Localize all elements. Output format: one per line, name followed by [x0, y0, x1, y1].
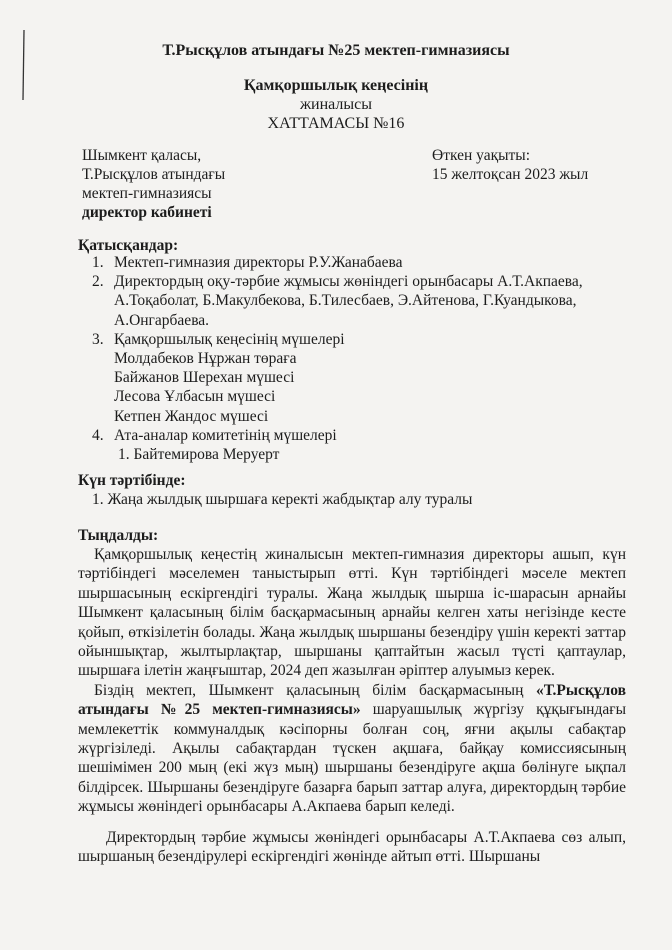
council-member: Молдабеков Нұржан төраға: [114, 350, 297, 368]
held-label: Өткен уақыты:: [432, 147, 531, 164]
item-text: Директордың оқу-тәрбие жұмысы жөніндегі орынбасары А.Т.Акпаева, А.Тоқаболат, Б.Макулбекова, Б.Тилесбаев, Э.Айтенова, Г.Куандыкова, А.Онгарбаева.: [114, 273, 583, 329]
heard-body: [78, 545, 626, 817]
paragraph-text: Біздің мектеп, Шымкент қаласының білім басқармасының: [94, 681, 537, 699]
item-number: 4.: [92, 426, 104, 444]
item-text: Мектеп-гимназия директоры Р.У.Жанабаева: [114, 254, 403, 271]
agenda-item: 1. Жаңа жылдық шыршаға керекті жабдықтар алу туралы: [92, 491, 473, 508]
heard-body-continued: [78, 828, 626, 867]
meeting-label: жиналысы: [299, 96, 372, 113]
item-text: Ата-аналар комитетінің мүшелері: [114, 426, 337, 444]
school-title: Т.Рысқұлов атындағы №25 мектеп-гимназиясы: [162, 42, 510, 59]
heard-heading: Тыңдалды:: [78, 527, 159, 544]
paragraph: [78, 681, 626, 817]
protocol-number: ХАТТАМАСЫ №16: [267, 115, 405, 132]
held-block: [432, 146, 588, 184]
item-number: 3.: [92, 330, 104, 348]
paragraph: Директордың тәрбие жұмысы жөніндегі орынбасары А.Т.Акпаева сөз алып, шыршаның безендірулері ескіргендігі жөнінде айтып өтті. Шыршаны: [78, 829, 626, 866]
council-member: Лесова Ұлбасын мүшесі: [114, 388, 276, 406]
council-title: Қамқоршылық кеңесінің: [243, 77, 429, 94]
location-line: Т.Рысқұлов атындағы: [82, 166, 226, 183]
location-room: директор кабинеті: [82, 204, 212, 221]
item-text: Қамқоршылық кеңесінің мүшелері: [114, 330, 345, 348]
item-number: 2.: [92, 273, 104, 291]
protocol-heading: [0, 76, 672, 133]
agenda-heading: Күн тәртібінде:: [78, 472, 186, 489]
paragraph: Қамқоршылық кеңестің жиналысын мектеп-гимназия директоры ашып, күн тәртібіндегі мәселемен таныстырып өтті. Күн тәртібіндегі мәселе мектеп шыршасының ескіргендігі туралы. Жаңа жылдық шырша іс-шарасын арнайы Шымкент қаласының білім басқармасының арнайы келген хаты негізінде кесте қойып, өткізілетін болады. Жаңа жылдық шыршаны безендіру үшін керекті заттар ойыншықтар, жылтырлақтар, шыршаны қаптайтын жасыл түсті қаптаулар, шыршаға ілетін жаңғыштар, 2024 деп жазылған әріптер алуымыз керек.: [78, 546, 626, 680]
list-item: [92, 426, 612, 464]
location-line: Шымкент қаласы,: [82, 147, 202, 164]
participants-list: [92, 253, 612, 464]
list-item: [92, 272, 612, 330]
list-item: [92, 253, 612, 272]
held-date: 15 желтоқсан 2023 жыл: [432, 166, 589, 183]
parent-member: 1. Байтемирова Меруерт: [118, 446, 280, 464]
council-member: Кетпен Жандос мүшесі: [114, 407, 269, 425]
item-number: 1.: [92, 254, 104, 271]
list-item: [92, 330, 612, 426]
paragraph-text: шаруашылық жүргізу құқығындағы мемлекеттік коммуналдық кәсіпорны болған соң, яғни ақылы сабақтар жүргізіледі. Ақылы сабақтардан түскен ақшаға, байқау комиссиясының шешімімен 200 мың (екі жүз мың) шыршаны безендіруге ақша бөлінуге ықпал білдірсек. Шыршаны безендіруге базарға барып заттар алуға, директордың тәрбие жұмысы жөніндегі орынбасары А.Акпаева барып келеді.: [78, 701, 626, 816]
location-line: мектеп-гимназиясы: [82, 185, 212, 202]
council-member: Байжанов Шерехан мүшесі: [114, 369, 295, 387]
participants-heading: Қатысқандар:: [78, 237, 179, 254]
school-name-bold: «Т.Рысқұлов атындағы №25 мектеп-гимназиясы»: [78, 681, 626, 719]
location-block: [82, 146, 225, 222]
